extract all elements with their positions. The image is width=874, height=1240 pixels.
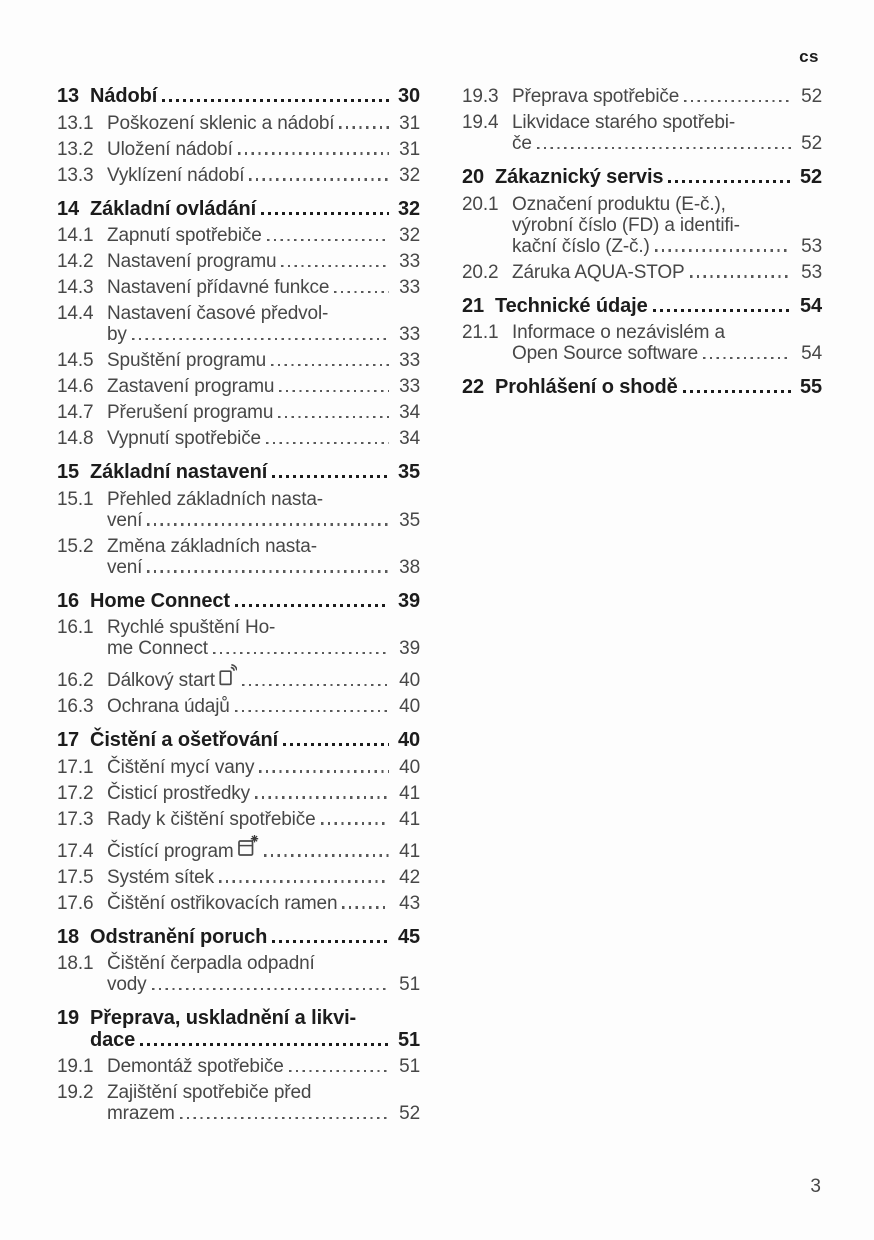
toc-entry (57, 402, 420, 423)
toc-line (57, 376, 420, 397)
toc-entry (57, 225, 420, 246)
entry-number: 17.6 (57, 892, 94, 914)
entry-number: 17.3 (57, 808, 94, 830)
entry-title: če (512, 133, 532, 154)
entry-title: Likvidace starého spotřebi- (512, 112, 736, 133)
toc-line (57, 164, 420, 186)
toc-entry (57, 376, 420, 397)
entry-title: Systém sítek (107, 866, 214, 888)
toc-entry (57, 489, 420, 531)
entry-title: Nastavení přídavné funkce (107, 277, 330, 298)
page-number: 55 (799, 376, 822, 398)
entry-title: Rychlé spuštění Ho- (107, 617, 276, 638)
leader-dots (180, 1117, 389, 1119)
page-number: 54 (799, 294, 822, 317)
toc-line (57, 696, 420, 717)
leader-dots (339, 126, 389, 128)
entry-title: Dálkový start (107, 670, 215, 691)
leader-dots (213, 652, 389, 654)
entry-title: me Connect (107, 638, 208, 659)
toc-line (57, 350, 420, 371)
toc-entry (57, 664, 420, 691)
toc-line (57, 808, 420, 830)
toc-entry (57, 277, 420, 298)
toc-section (57, 591, 420, 718)
page-number: 33 (399, 324, 420, 345)
page-number: 51 (397, 1028, 420, 1051)
page-number: 32 (399, 164, 420, 186)
toc-line (512, 215, 822, 236)
entry-number: 13.1 (57, 112, 94, 134)
entry-title: Uložení nádobí (107, 138, 233, 160)
toc-line (512, 236, 822, 257)
toc-line (57, 85, 420, 108)
entry-number: 20.2 (462, 261, 499, 283)
leader-dots (690, 275, 791, 277)
toc-line (57, 138, 420, 160)
toc-line (107, 638, 420, 659)
entry-title: Technické údaje (495, 294, 648, 317)
entry-number: 13.3 (57, 164, 94, 186)
entry-number: 16 (57, 589, 80, 612)
toc-line (57, 197, 420, 221)
leader-dots (264, 854, 389, 856)
toc-line (57, 225, 420, 246)
entry-title: Demontáž spotřebiče (107, 1056, 284, 1077)
leader-dots (272, 475, 389, 478)
toc-line (462, 166, 822, 189)
leader-dots (281, 265, 389, 267)
entry-title: Poškození sklenic a nádobí (107, 112, 335, 134)
page-number: 53 (801, 235, 822, 257)
toc-entry (57, 696, 420, 717)
leader-dots (668, 180, 791, 183)
leader-dots (235, 710, 389, 712)
toc-section-heading (57, 462, 420, 484)
toc-line (57, 1082, 420, 1103)
page-number: 41 (399, 808, 420, 830)
toc-line (57, 112, 420, 134)
entry-title: výrobní číslo (FD) a identifi- (512, 214, 740, 236)
page-number: 39 (397, 589, 420, 612)
entry-number: 21.1 (462, 322, 499, 343)
leader-dots (152, 988, 389, 990)
entry-number: 14.5 (57, 350, 94, 371)
toc-section (57, 199, 420, 450)
toc-line (57, 835, 420, 862)
toc-section (462, 86, 822, 154)
page-number: 33 (399, 376, 420, 397)
toc-entry (57, 617, 420, 659)
entry-number: 20.1 (462, 193, 499, 215)
entry-title: Ochrana údajů (107, 696, 230, 717)
toc-line (462, 193, 822, 215)
leader-dots (272, 940, 389, 943)
leader-dots (235, 604, 389, 607)
leader-dots (655, 249, 791, 251)
toc-section (57, 462, 420, 578)
clean-program-icon (238, 835, 259, 857)
toc-line (57, 664, 420, 691)
toc-section-heading (57, 591, 420, 613)
toc-line (57, 277, 420, 298)
entry-title: mrazem (107, 1103, 175, 1124)
toc-entry (57, 1082, 420, 1124)
entry-number: 19.1 (57, 1056, 94, 1077)
entry-number: 15 (57, 461, 80, 483)
entry-number: 19.4 (462, 112, 499, 133)
toc-entry (57, 536, 420, 578)
toc-entry (57, 1056, 420, 1077)
leader-dots (147, 570, 389, 572)
entry-title: Čištění ostřikovacích ramen (107, 892, 338, 914)
leader-dots (289, 1070, 389, 1072)
leader-dots (684, 100, 791, 102)
entry-title: Přehled základních nasta- (107, 488, 323, 510)
entry-number: 16.2 (57, 670, 94, 691)
toc-entry (57, 757, 420, 778)
entry-title: Čistící program (107, 840, 234, 862)
toc-line (57, 782, 420, 804)
entry-title: Změna základních nasta- (107, 535, 317, 557)
page-number: 45 (397, 925, 420, 948)
entry-number: 19 (57, 1007, 80, 1029)
entry-number: 22 (462, 376, 485, 398)
page-number: 30 (397, 85, 420, 107)
entry-title: Přeprava spotřebiče (512, 86, 680, 107)
entry-number: 19.3 (462, 86, 499, 107)
toc-line (57, 892, 420, 914)
toc-line (57, 303, 420, 324)
toc-line (462, 86, 822, 107)
entry-number: 13 (57, 85, 80, 107)
toc-entry (462, 86, 822, 107)
footer-page-number: 3 (810, 1176, 821, 1197)
entry-title: Základní ovládání (90, 197, 257, 220)
entry-title: Informace o nezávislém a (512, 322, 725, 343)
leader-dots (279, 390, 389, 392)
toc-section (462, 296, 822, 365)
entry-title: Čisticí prostředky (107, 782, 251, 804)
entry-title: Rady k čištění spotřebiče (107, 808, 316, 830)
toc-entry (57, 303, 420, 345)
entry-title: by (107, 324, 127, 345)
page-number: 41 (399, 840, 420, 862)
entry-title: Home Connect (90, 589, 230, 612)
toc-entry (57, 809, 420, 830)
toc-section (57, 730, 420, 914)
toc-section-heading (57, 927, 420, 949)
toc-line (107, 974, 420, 995)
entry-title: Čištění čerpadla odpadní (107, 953, 315, 974)
toc-line (57, 461, 420, 484)
leader-dots (219, 880, 389, 882)
page-number: 41 (399, 782, 420, 804)
page-number: 31 (399, 138, 420, 160)
entry-title: Zajištění spotřebiče před (107, 1082, 312, 1103)
leader-dots (342, 906, 389, 908)
entry-number: 17.4 (57, 840, 94, 862)
toc-line (512, 133, 822, 154)
toc-entry (462, 262, 822, 283)
entry-number: 17 (57, 729, 80, 751)
entry-title: Čistění a ošetřování (90, 729, 279, 751)
leader-dots (683, 390, 791, 393)
entry-title: dace (90, 1028, 136, 1051)
page-number: 33 (399, 251, 420, 272)
leader-dots (132, 338, 389, 340)
page-number: 51 (399, 974, 420, 995)
toc-line (57, 1056, 420, 1077)
toc-entry (57, 893, 420, 914)
page-number: 54 (801, 343, 822, 364)
toc-section-heading (57, 199, 420, 221)
entry-number: 14.7 (57, 402, 94, 423)
page-number: 34 (399, 428, 420, 449)
toc-entry (57, 953, 420, 995)
page-number: 35 (399, 509, 420, 531)
entry-title: Základní nastavení (90, 461, 268, 483)
entry-title: Vyklízení nádobí (107, 164, 245, 186)
toc-line (57, 428, 420, 449)
toc-line (57, 756, 420, 778)
entry-title: Zákaznický servis (495, 166, 664, 188)
entry-title: Záruka AQUA-STOP (512, 261, 685, 283)
leader-dots (162, 99, 389, 102)
page-number: 38 (399, 556, 420, 578)
entry-title: vení (107, 556, 143, 578)
entry-number: 17.1 (57, 756, 94, 778)
toc-section (462, 167, 822, 283)
toc-line (57, 535, 420, 557)
toc-line (462, 261, 822, 283)
page-number: 52 (801, 133, 822, 154)
toc-section-heading (57, 1008, 420, 1051)
leader-dots (267, 239, 389, 241)
entry-number: 14.3 (57, 277, 94, 298)
leader-dots (334, 291, 389, 293)
leader-dots (703, 357, 791, 359)
toc-section (57, 927, 420, 996)
entry-number: 15.2 (57, 535, 94, 557)
entry-number: 14.8 (57, 428, 94, 449)
entry-title: Zapnutí spotřebiče (107, 225, 262, 246)
leader-dots (283, 743, 389, 746)
entry-number: 18 (57, 925, 80, 948)
entry-number: 13.2 (57, 138, 94, 160)
toc-entry (462, 322, 822, 364)
page-number: 40 (399, 756, 420, 778)
toc-section (462, 377, 822, 399)
leader-dots (271, 364, 389, 366)
entry-title: vení (107, 509, 143, 531)
entry-title: vody (107, 974, 147, 995)
entry-number: 20 (462, 166, 485, 188)
entry-number: 19.2 (57, 1082, 94, 1103)
page-number: 33 (399, 277, 420, 298)
entry-number: 21 (462, 294, 485, 317)
toc-entry (57, 783, 420, 804)
toc-line (512, 343, 822, 364)
page-number: 53 (801, 261, 822, 283)
toc-entry (57, 867, 420, 888)
toc-section-heading (462, 167, 822, 189)
entry-title: Spuštění programu (107, 350, 267, 371)
toc-line (57, 866, 420, 888)
entry-title: Přerušení programu (107, 402, 274, 423)
page-number: 35 (397, 461, 420, 483)
leader-dots (242, 684, 389, 686)
page-number: 40 (399, 670, 420, 691)
toc-line (462, 322, 822, 343)
toc-line (107, 324, 420, 345)
entry-number: 17.5 (57, 866, 94, 888)
page-number: 52 (801, 86, 822, 107)
entry-number: 15.1 (57, 488, 94, 510)
toc-line (462, 294, 822, 318)
toc-section (57, 86, 420, 186)
page-number: 31 (399, 112, 420, 134)
page-number: 34 (399, 402, 420, 423)
leader-dots (321, 822, 389, 824)
toc-line (107, 1103, 420, 1124)
toc-entry (57, 113, 420, 134)
entry-title: Nastavení časové předvol- (107, 303, 329, 324)
leader-dots (261, 212, 389, 215)
toc-line (57, 402, 420, 423)
leader-dots (537, 147, 791, 149)
page-number: 42 (399, 866, 420, 888)
toc-line (57, 589, 420, 613)
leader-dots (266, 442, 389, 444)
toc-line (57, 953, 420, 974)
language-code: cs (799, 47, 819, 66)
leader-dots (278, 416, 389, 418)
leader-dots (249, 178, 389, 180)
toc-line (57, 729, 420, 752)
entry-title: kační číslo (Z-č.) (512, 235, 650, 257)
toc-entry (57, 350, 420, 371)
toc-section-heading (57, 730, 420, 752)
leader-dots (238, 152, 389, 154)
entry-number: 14.6 (57, 376, 94, 397)
toc-entry (57, 835, 420, 862)
page-number: 32 (397, 197, 420, 220)
entry-title: Prohlášení o shodě (495, 376, 678, 398)
leader-dots (147, 523, 389, 525)
leader-dots (140, 1043, 389, 1046)
entry-number: 14.1 (57, 225, 94, 246)
toc-line (57, 925, 420, 949)
entry-number: 14.2 (57, 251, 94, 272)
toc-column-right (462, 86, 822, 404)
leader-dots (653, 309, 791, 312)
entry-number: 16.3 (57, 696, 94, 717)
toc-section-heading (462, 296, 822, 318)
page-number: 43 (399, 892, 420, 914)
entry-number: 17.2 (57, 782, 94, 804)
toc-column-left (57, 86, 420, 1129)
toc-line (462, 376, 822, 399)
toc-line (107, 557, 420, 578)
toc-entry (57, 428, 420, 449)
toc-line (57, 1007, 420, 1030)
remote-start-icon (219, 664, 237, 686)
entry-title: Open Source software (512, 343, 699, 364)
entry-title: Označení produktu (E-č.), (512, 193, 726, 215)
leader-dots (259, 770, 389, 772)
toc-entry (462, 112, 822, 154)
toc-section (57, 1008, 420, 1124)
page-number: 32 (399, 225, 420, 246)
toc-line (462, 112, 822, 133)
toc-section-heading (57, 86, 420, 108)
entry-title: Čištění mycí vany (107, 756, 255, 778)
entry-number: 16.1 (57, 617, 94, 638)
toc-entry (57, 139, 420, 160)
toc-section-heading (462, 377, 822, 399)
toc-entry (57, 251, 420, 272)
toc-entry (462, 194, 822, 257)
toc-line (57, 617, 420, 638)
toc-line (57, 251, 420, 272)
entry-number: 14 (57, 197, 80, 220)
page-number: 33 (399, 350, 420, 371)
page-number: 40 (397, 729, 420, 751)
page-number: 39 (399, 638, 420, 659)
toc-line (107, 510, 420, 531)
toc-line (90, 1030, 420, 1052)
entry-number: 14.4 (57, 303, 94, 324)
page-number: 52 (399, 1103, 420, 1124)
entry-title: Zastavení programu (107, 376, 275, 397)
entry-title: Vypnutí spotřebiče (107, 428, 261, 449)
leader-dots (255, 796, 389, 798)
entry-title: Přeprava, uskladnění a likvi- (90, 1007, 357, 1029)
page-number: 40 (399, 696, 420, 717)
entry-title: Odstranění poruch (90, 925, 268, 948)
toc-entry (57, 165, 420, 186)
entry-number: 18.1 (57, 953, 94, 974)
entry-title: Nastavení programu (107, 251, 277, 272)
page-number: 52 (799, 166, 822, 188)
entry-title: Nádobí (90, 85, 158, 107)
toc-line (57, 488, 420, 510)
page-number: 51 (399, 1056, 420, 1077)
